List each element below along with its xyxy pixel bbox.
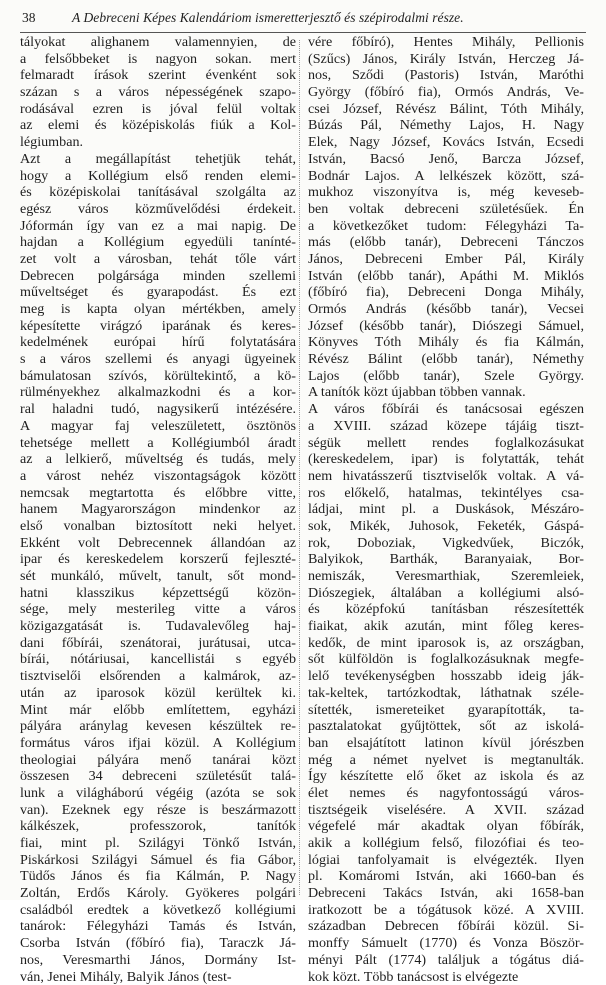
page-header xyxy=(20,8,586,34)
text-line: Jóformán így van ez a mai napig. De xyxy=(20,218,296,235)
text-line: bámulatosan szívós, körültekintő, a kö- xyxy=(20,368,296,385)
text-line: ipar és kereskedelem korszerű fejleszté- xyxy=(20,551,296,568)
text-line: százan s a város népességének szapo- xyxy=(20,84,296,101)
text-line: van). Ezeknek egy része is beszármazott xyxy=(20,802,296,819)
text-line: tályokat alighanem valamennyien, de xyxy=(20,34,296,51)
text-line: nemiszák, Veresmarthiak, Szeremleiek, xyxy=(308,568,584,585)
text-line: Balyikok, Barthák, Baranyaiak, Bor- xyxy=(308,551,584,568)
text-line: Azt a megállapítást tehetjük tehát, xyxy=(20,151,296,168)
text-line: műveltséget és gyarapodást. És ezt xyxy=(20,284,296,301)
text-line: az elemi és középiskolás fiúk a Kol- xyxy=(20,117,296,134)
text-line: A tanítók közt újabban többen vannak. xyxy=(308,384,584,401)
text-line: tak-keltek, tartózkodtak, láthatnak széle- xyxy=(308,685,584,702)
text-line: sét munkáló, művelt, tanult, sőt mond- xyxy=(20,568,296,585)
text-line: Csorba István (főbíró fia), Taraczk Já- xyxy=(20,935,296,952)
text-line: még a német nyelvet is megtanulták. xyxy=(308,752,584,769)
text-line: lelő tevékenységben hosszabb ideig ják- xyxy=(308,668,584,685)
text-line: ban elsajátított latinon kívül jórészben xyxy=(308,735,584,752)
text-line: tanárok: Félegyházi Tamás és István, xyxy=(20,918,296,935)
text-line: Debrecen polgársága minden szellemi xyxy=(20,268,296,285)
text-line: formátus város ifjai közül. A Kollégium xyxy=(20,735,296,752)
text-line: Piskárkosi Szilágyi Sámuel és fia Gábor, xyxy=(20,852,296,869)
text-line: nos, Veresmarthi János, Dormány Ist- xyxy=(20,952,296,969)
text-line: képesítette virágzó iparának és keres- xyxy=(20,318,296,335)
text-line: után az iparosok közül kerültek ki. xyxy=(20,685,296,702)
text-line: Diószegiek, általában a kollégiumi alsó- xyxy=(308,585,584,602)
text-line: pasztalatokat gyűjtöttek, sőt az iskolá- xyxy=(308,718,584,735)
text-line: században Debrecen főbírái közül. Si- xyxy=(308,918,584,935)
text-line: Lajos (előbb tanár), Szele György. xyxy=(308,368,584,385)
text-line: tisztviselői elsőrenden a kalmárok, az- xyxy=(20,668,296,685)
text-line: Ormós András (később tanár), Vecsei xyxy=(308,301,584,318)
text-line: rodásával ezren is jóval felül voltak xyxy=(20,101,296,118)
text-line: Zoltán, Erdős Károly. Gyökeres polgári xyxy=(20,885,296,902)
text-line: János, Debreceni Ember Pál, Király xyxy=(308,251,584,268)
text-line: fiaikat, akik azután, mint főleg keres- xyxy=(308,618,584,635)
text-line: összesen 34 debreceni születésűt talá- xyxy=(20,768,296,785)
text-line: a következőket tudom: Félegyházi Ta- xyxy=(308,218,584,235)
text-line: ral haladni tudó, nagysikerű intézésére. xyxy=(20,401,296,418)
text-line: kok közt. Több tanácsost is elvégezte xyxy=(308,969,584,985)
text-line: Révész Bálint (előbb tanár), Némethy xyxy=(308,351,584,368)
text-line: a várost nehéz viszontagságok között xyxy=(20,468,296,485)
text-line: légiumban. xyxy=(20,134,296,151)
text-line: közigazgatását is. Tudavalevőleg haj- xyxy=(20,618,296,635)
text-line: tehetsége mellett a Kollégiumból áradt xyxy=(20,435,296,452)
text-line: (főbíró fia), Debreceni Donga Mihály, xyxy=(308,284,584,301)
text-line: bírái, nótáriusai, kancellistái s egyéb xyxy=(20,651,296,668)
text-line: élet nemes és nagyfontosságú város- xyxy=(308,785,584,802)
text-line: Debreceni Takács István, aki 1658-ban xyxy=(308,885,584,902)
text-line: vére főbíró), Hentes Mihály, Pellionis xyxy=(308,34,584,51)
text-line: Tüdős János és fia Kálmán, P. Nagy xyxy=(20,868,296,885)
text-line: ros előkelő, hatalmas, tekintélyes csa- xyxy=(308,485,584,502)
text-line: pályára aránylag kevesen készültek re- xyxy=(20,718,296,735)
text-line: Könyves Tóth Mihály és fia Kálmán, xyxy=(308,334,584,351)
header-rule xyxy=(20,32,586,33)
text-line: más (előbb tanár), Debreceni Tánczos xyxy=(308,234,584,251)
text-line: az a lelkierő, műveltség és tudás, mely xyxy=(20,451,296,468)
text-line: A város főbírái és tanácsosai egészen xyxy=(308,401,584,418)
text-line: theologiai pályára menő tanárai közt xyxy=(20,752,296,769)
text-line: sőt külföldön is foglalkozásuknak megfe- xyxy=(308,651,584,668)
text-line: A magyar faj veleszületett, ösztönös xyxy=(20,418,296,435)
text-line: nem hivatásszerű tisztviselők voltak. A vá- xyxy=(308,468,584,485)
text-line: ségük mellett rendes foglalkozásukat xyxy=(308,435,584,452)
text-line: István, Bacsó Jenő, Barcza József, xyxy=(308,151,584,168)
text-line: első vonalban biztosított neki helyet. xyxy=(20,518,296,535)
text-line: kedők, de mint iparosok is, az országban, xyxy=(308,635,584,652)
text-line: lógiai tanfolyamait is elvégezték. Ilyen xyxy=(308,852,584,869)
text-line: Így készítette elő őket az iskola és az xyxy=(308,768,584,785)
text-line: mukhoz viszonyítva is, még keveseb- xyxy=(308,184,584,201)
text-line: (kereskedelem, ipar) is folytatták, tehát xyxy=(308,451,584,468)
page-number: 38 xyxy=(22,10,36,26)
text-line: nos, Sződi (Pastoris) István, Maróthi xyxy=(308,67,584,84)
text-line: (Szűcs) János, Király István, Herczeg Já- xyxy=(308,51,584,68)
text-line: a XVIII. század közepe tájáig tiszt- xyxy=(308,418,584,435)
text-line: hatni klasszikus képzettségű közön- xyxy=(20,585,296,602)
text-line: György (főbíró fia), Ormós András, Ve- xyxy=(308,84,584,101)
text-line: meg is kapta olyan mértékben, amely xyxy=(20,301,296,318)
text-line: Elek, Nagy József, Kovács István, Ecsedi xyxy=(308,134,584,151)
text-line: monffy Sámuelt (1770) és Vonza Böször- xyxy=(308,935,584,952)
text-line: dani főbírái, szenátorai, jurátusai, utca- xyxy=(20,635,296,652)
text-line: ládjai, mint pl. a Duskások, Mészáro- xyxy=(308,501,584,518)
text-line: ván, Jenei Mihály, Balyik János (test- xyxy=(20,969,296,985)
text-line: kálkészek, professzorok, tanítók xyxy=(20,818,296,835)
text-line: s a város szellemi és anyagi ügyeinek xyxy=(20,351,296,368)
text-line: Bodnár Lajos. A lelkészek között, szá- xyxy=(308,168,584,185)
text-line: lunk a világháború végéig (azóta se sok xyxy=(20,785,296,802)
text-line: ben voltak debreceni születésűek. Én xyxy=(308,201,584,218)
running-title: A Debreceni Képes Kalendáriom ismeretterjesztő és szépirodalmi része. xyxy=(72,10,464,26)
text-line: tisztségeik viselésére. A XVII. század xyxy=(308,802,584,819)
text-line: Ekként volt Debrecennek állandóan az xyxy=(20,535,296,552)
text-line: pl. Komáromi István, aki 1660-ban és xyxy=(308,868,584,885)
text-line: és középiskolai tanításával szolgálta az xyxy=(20,184,296,201)
text-line: hogy a Kollégium első renden elemi- xyxy=(20,168,296,185)
right-column xyxy=(308,34,584,985)
column-divider xyxy=(299,40,300,895)
text-line: hanem Magyarországon mindenkor az xyxy=(20,501,296,518)
text-line: ményi Pált (1774) találjuk a tógátus diá- xyxy=(308,952,584,969)
left-column xyxy=(20,34,296,985)
text-line: a felsőbbeket is nagyon sokan. mert xyxy=(20,51,296,68)
text-line: zet volt a városban, tehát tőle várt xyxy=(20,251,296,268)
text-line: akik a kollégium felső, filozófiai és teo- xyxy=(308,835,584,852)
text-line: egész város közművelődési érdekeit. xyxy=(20,201,296,218)
text-line: István (előbb tanár), Apáthi M. Miklós xyxy=(308,268,584,285)
text-line: sok, Mikék, Juhosok, Feketék, Gáspá- xyxy=(308,518,584,535)
text-line: végefelé már akadtak olyan főbírák, xyxy=(308,818,584,835)
text-line: kedelmének európai hírű folytatására xyxy=(20,334,296,351)
text-line: sítették, ismereteiket gyarapították, ta- xyxy=(308,702,584,719)
text-line: József (később tanár), Diószegi Sámuel, xyxy=(308,318,584,335)
text-line: nemcsak megtartotta és előbbre vitte, xyxy=(20,485,296,502)
text-line: családból eredtek a következő kollégiumi xyxy=(20,902,296,919)
text-line: fiai, mint pl. Szilágyi Tönkő István, xyxy=(20,835,296,852)
text-line: sége, mely mesterileg vitte a város xyxy=(20,601,296,618)
text-line: iratkozott be a tógátusok közé. A XVIII. xyxy=(308,902,584,919)
text-line: felmaradt írások szerint évenként sok xyxy=(20,67,296,84)
text-line: rok, Doboziak, Vigkedvűek, Biczók, xyxy=(308,535,584,552)
text-line: hajdan a Kollégium egyedüli tanínté- xyxy=(20,234,296,251)
text-line: Búzás Pál, Némethy Lajos, H. Nagy xyxy=(308,117,584,134)
text-line: és középfokú tanításban részesítették xyxy=(308,601,584,618)
text-line: Mint már előbb említettem, egyházi xyxy=(20,702,296,719)
text-line: csei József, Révész Bálint, Tóth Mihály, xyxy=(308,101,584,118)
text-line: rülményekhez alkalmazkodni és a kor- xyxy=(20,384,296,401)
